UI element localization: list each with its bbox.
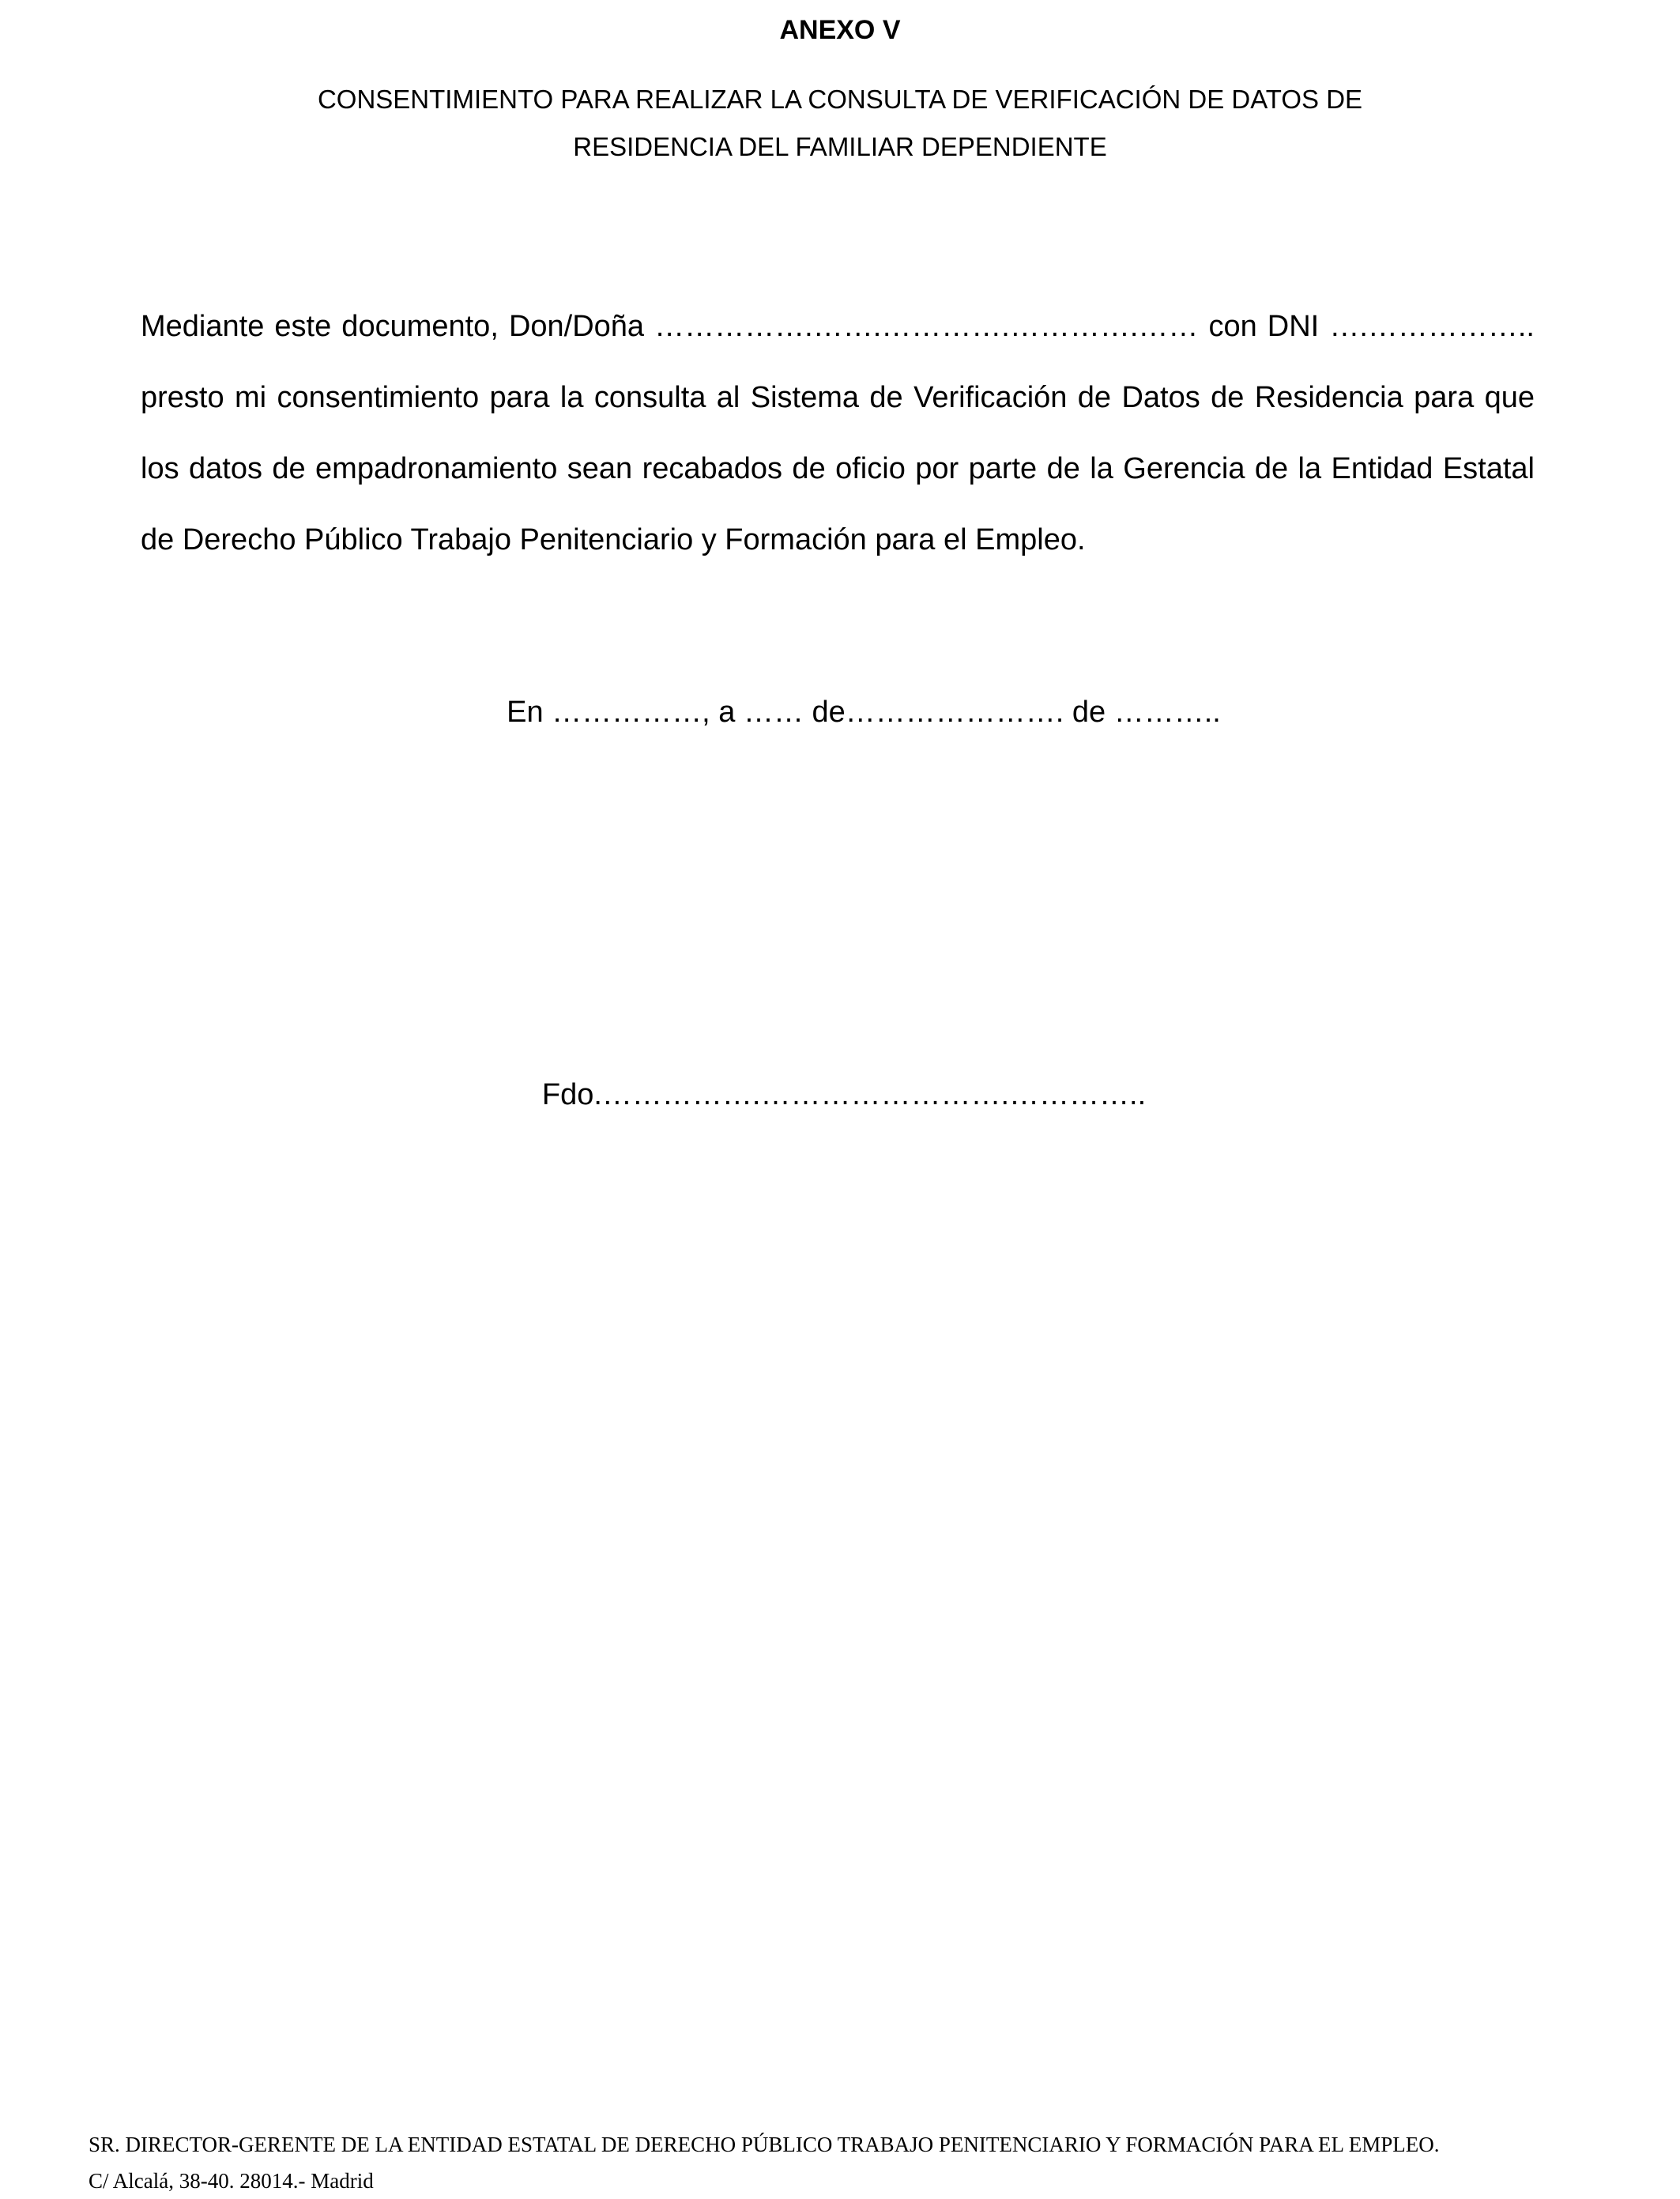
footer-recipient: SR. DIRECTOR-GERENTE DE LA ENTIDAD ESTATAL DE DERECHO PÚBLICO TRABAJO PENITENCIARIO Y FORMACIÓN PARA EL EMPLEO. bbox=[89, 2133, 1440, 2156]
consent-paragraph bbox=[141, 291, 1535, 575]
footer-block bbox=[89, 2126, 1439, 2199]
body-line: Mediante este documento, Don/Doña …………….…….………….………….…… con DNI ….…………….. bbox=[141, 310, 1535, 343]
document-subtitle bbox=[0, 76, 1680, 171]
place-date-line: En ……………, a …… de…………………. de ……….. bbox=[507, 696, 1221, 729]
footer-address: C/ Alcalá, 38-40. 28014.- Madrid bbox=[89, 2169, 374, 2193]
body-line: presto mi consentimiento para la consulta al Sistema de Verificación de Datos de Residencia para que bbox=[141, 381, 1535, 414]
subtitle-line-1: CONSENTIMIENTO PARA REALIZAR LA CONSULTA DE VERIFICACIÓN DE DATOS DE bbox=[317, 85, 1363, 114]
body-line: los datos de empadronamiento sean recabados de oficio por parte de la Gerencia de la Entidad Estatal bbox=[141, 452, 1535, 485]
annex-title: ANEXO V bbox=[779, 15, 901, 45]
signature-line: Fdo.…………….…………………….………….. bbox=[541, 1078, 1147, 1111]
subtitle-line-2: RESIDENCIA DEL FAMILIAR DEPENDIENTE bbox=[573, 132, 1107, 161]
body-line: de Derecho Público Trabajo Penitenciario y Formación para el Empleo. bbox=[141, 523, 1086, 556]
